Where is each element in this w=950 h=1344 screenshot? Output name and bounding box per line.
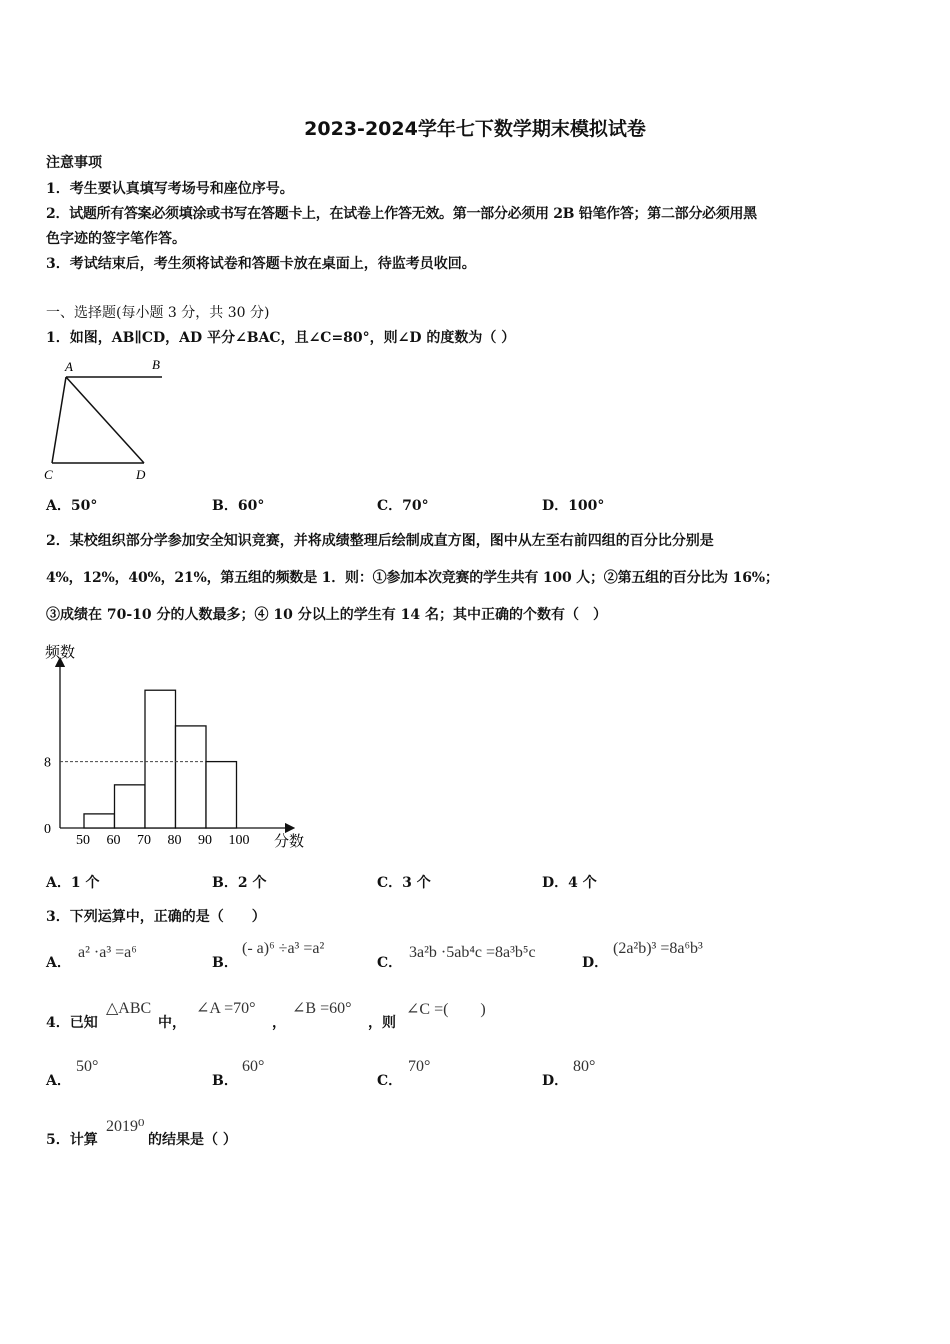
q3-option-b-label: B． xyxy=(212,955,238,971)
y-tick-label: 8 xyxy=(44,755,51,771)
q4-then: ，则 xyxy=(368,1015,396,1031)
q4-option-b-expr: 60° xyxy=(242,1058,265,1075)
q3-option-d-expr: (2a²b)³ =8a⁶b³ xyxy=(613,940,703,957)
label-c: C xyxy=(44,467,53,482)
q3-option-c-expr: 3a²b ·5ab⁴c =8a³b⁵c xyxy=(409,944,536,961)
q2-line-1: 2．某校组织部分学参加安全知识竞赛，并将成绩整理后绘制成直方图，图中从左至右前四组的百分比分别是 xyxy=(46,533,714,549)
q2-option-b: B．2 个 xyxy=(212,875,267,891)
q4-option-d-label: D． xyxy=(542,1073,569,1089)
x-tick-label: 60 xyxy=(106,833,121,848)
page-title: 2023-2024学年七下数学期末模拟试卷 xyxy=(304,118,646,140)
histogram-bar-3 xyxy=(145,690,176,828)
x-tick-label: 70 xyxy=(137,833,151,848)
label-a: A xyxy=(65,359,73,374)
q4-comma: ， xyxy=(272,1015,286,1031)
q3-option-a-expr: a² ·a³ =a⁶ xyxy=(78,944,137,961)
histogram-bar-5 xyxy=(206,762,237,828)
q1-option-c: C．70° xyxy=(377,498,429,514)
q3-option-c-label: C． xyxy=(377,955,403,971)
notice-item-3: 3．考试结束后，考生须将试卷和答题卡放在桌面上，待监考员收回。 xyxy=(46,256,476,272)
q4-triangle: △ABC xyxy=(106,1000,152,1017)
q1-figure xyxy=(40,355,170,485)
x-tick-label: 90 xyxy=(198,833,212,848)
q5-suffix: 的结果是（ ） xyxy=(148,1132,237,1148)
q4-option-d-expr: 80° xyxy=(573,1058,596,1075)
histogram-bar-2 xyxy=(115,785,146,828)
q4-mid: 中， xyxy=(158,1015,186,1031)
label-b: B xyxy=(152,357,160,372)
q2-line-3: ③成绩在 70-10 分的人数最多；④ 10 分以上的学生有 14 名；其中正确的个数有（ ） xyxy=(46,607,607,623)
q2-histogram xyxy=(40,640,320,855)
q4-option-a-label: A． xyxy=(46,1073,71,1089)
q4-prefix: 4．已知 xyxy=(46,1015,98,1031)
q4-angle-a: ∠A =70° xyxy=(196,1000,256,1017)
q2-option-a: A．1 个 xyxy=(46,875,100,891)
q1-stem: 1．如图，AB∥CD，AD 平分∠BAC，且∠C=80°，则∠D 的度数为（ ） xyxy=(46,330,516,346)
q4-option-a-expr: 50° xyxy=(76,1058,99,1075)
q5-prefix: 5．计算 xyxy=(46,1132,98,1148)
q1-option-a: A．50° xyxy=(46,498,98,514)
section-heading: 一、选择题(每小题 3 分，共 30 分) xyxy=(46,305,270,321)
q2-option-d: D．4 个 xyxy=(542,875,597,891)
q1-option-d: D．100° xyxy=(542,498,605,514)
y-axis-label: 频数 xyxy=(45,645,76,661)
y-tick-label: 0 xyxy=(44,822,51,837)
q2-option-c: C．3 个 xyxy=(377,875,431,891)
q4-angle-c: ∠C =( ) xyxy=(406,1001,486,1018)
x-tick-label: 100 xyxy=(228,833,250,848)
q3-option-a-label: A． xyxy=(46,955,71,971)
notice-item-1: 1．考生要认真填写考场号和座位序号。 xyxy=(46,181,294,197)
q3-stem: 3．下列运算中，正确的是（ ） xyxy=(46,909,266,925)
q5-expr: 2019⁰ xyxy=(106,1118,145,1135)
line-ad xyxy=(66,377,144,463)
notice-heading: 注意事项 xyxy=(46,155,102,171)
q3-option-b-expr: (- a)⁶ ÷a³ =a² xyxy=(242,940,325,957)
q2-line-2: 4%，12%，40%，21%，第五组的频数是 1．则：①参加本次竞赛的学生共有 100 人；②第五组的百分比为 16%； xyxy=(46,570,779,586)
line-ac xyxy=(52,377,66,463)
x-axis-label: 分数 xyxy=(274,834,305,850)
q4-option-c-expr: 70° xyxy=(408,1058,431,1075)
q4-option-b-label: B． xyxy=(212,1073,238,1089)
q4-angle-b: ∠B =60° xyxy=(292,1000,352,1017)
notice-item-2: 2．试题所有答案必须填涂或书写在答题卡上，在试卷上作答无效。第一部分必须用 2B 铅笔作答；第二部分必须用黑 xyxy=(46,206,757,222)
notice-item-2-cont: 色字迹的签字笔作答。 xyxy=(46,231,186,247)
histogram-bar-1 xyxy=(84,814,115,828)
histogram-bar-4 xyxy=(176,726,207,828)
label-d: D xyxy=(136,467,146,482)
x-tick-label: 50 xyxy=(76,833,90,848)
q4-option-c-label: C． xyxy=(377,1073,403,1089)
q3-option-d-label: D． xyxy=(582,955,609,971)
q1-option-b: B．60° xyxy=(212,498,265,514)
x-tick-label: 80 xyxy=(167,833,182,848)
